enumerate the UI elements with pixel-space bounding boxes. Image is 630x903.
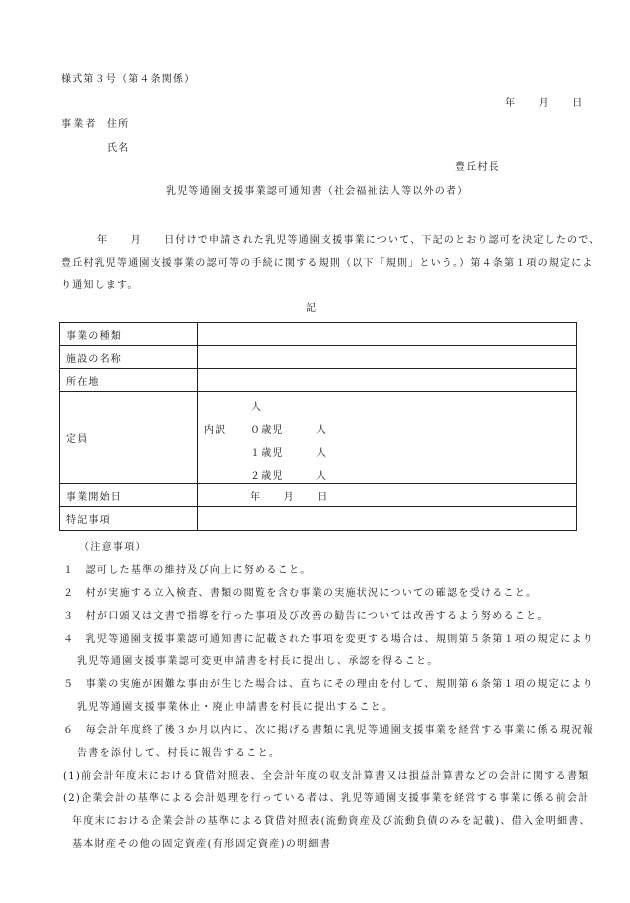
- note-item: 年度末における企業会計の基準による貸借対照表(流動資産及び流動負債のみを記載)、借入金明細書、: [72, 816, 591, 827]
- note-item: ２ 村が実施する立入検査、書類の閲覧を含む事業の実施状況についての確認を受けること。: [63, 588, 538, 599]
- notes-heading: （注意事項）: [79, 542, 147, 553]
- age0-label: ０歳児: [250, 425, 284, 436]
- start-date-label: 事業開始日: [60, 484, 198, 507]
- age0-unit: 人: [316, 425, 328, 436]
- facility-name-label: 施設の名称: [60, 346, 198, 369]
- breakdown-label: 内訳: [204, 425, 227, 436]
- age2-unit: 人: [316, 471, 328, 482]
- note-item: ３ 村が口頭又は文書で指導を行った事項及び改善の勧告については改善するよう努めること。: [63, 611, 549, 622]
- row-capacity: [60, 392, 577, 484]
- note-item: (1)前会計年度末における貸借対照表、全会計年度の収支計算書又は損益計算書などの会計に関する書類: [63, 771, 590, 782]
- special-notes-value: [198, 507, 577, 531]
- facility-name-value: [198, 346, 577, 369]
- ki-marker: 記: [306, 303, 318, 314]
- row-location: [60, 369, 577, 392]
- approval-table: [59, 322, 577, 531]
- note-item: ４ 乳児等通園支援事業認可通知書に記載された事項を変更する場合は、規則第５条第１項の規定により: [63, 634, 595, 645]
- age1-label: １歳児: [250, 448, 284, 459]
- capacity-total-unit: 人: [251, 402, 263, 413]
- age2-label: ２歳児: [250, 471, 284, 482]
- note-item: 基本財産その他の固定資産(有形固定資産)の明細書: [72, 839, 332, 850]
- note-item: 告書を添付して、村長に報告すること。: [77, 748, 281, 759]
- note-item: １ 認可した基準の維持及び向上に努めること。: [63, 565, 312, 576]
- name-label: 氏名: [107, 143, 130, 154]
- body-line-1: 年 月 日付けで申請された乳児等通園支援事業について、下記のとおり認可を決定したので、: [97, 235, 601, 246]
- business-type-label: 事業の種類: [60, 323, 198, 346]
- location-label: 所在地: [60, 369, 198, 392]
- business-label: 事業者: [61, 119, 98, 130]
- row-business-type: [60, 323, 577, 346]
- row-special-notes: [60, 507, 577, 531]
- business-type-value: [198, 323, 577, 346]
- form-number: 様式第３号（第４条関係）: [61, 74, 196, 85]
- row-facility-name: [60, 346, 577, 369]
- location-value: [198, 369, 577, 392]
- body-line-3: り通知します。: [61, 280, 139, 291]
- row-start-date: [60, 484, 577, 507]
- issuer: 豊丘村長: [455, 162, 500, 173]
- body-line-2: 豊丘村乳児等通園支援事業の認可等の手続に関する規則（以下「規則」という。）第４条第１項の規定によ: [61, 258, 594, 269]
- note-item: (2)企業会計の基準による会計処理を行っている者は、乳児等通園支援事業を経営する事業に係る前会計: [63, 793, 590, 804]
- capacity-value: [198, 392, 577, 484]
- capacity-label: 定員: [60, 392, 198, 484]
- address-label: 住所: [107, 119, 130, 130]
- note-item: ６ 毎会計年度終了後３か月以内に、次に掲げる書類に乳児等通園支援事業を経営する事業に係る現況報: [63, 725, 595, 736]
- age1-unit: 人: [316, 448, 328, 459]
- document-title: 乳児等通園支援事業認可通知書（社会福祉法人等以外の者）: [166, 186, 469, 197]
- special-notes-label: 特記事項: [60, 507, 198, 531]
- date-line: 年 月 日: [505, 98, 584, 109]
- note-item: 乳児等通園支援事業認可変更申請書を村長に提出し、承認を得ること。: [77, 656, 439, 667]
- start-date-value: 年 月 日: [198, 484, 577, 507]
- note-item: ５ 事業の実施が困難な事由が生じた場合は、直ちにその理由を付して、規則第６条第１項の規定により: [63, 679, 594, 690]
- note-item: 乳児等通園支援事業休止・廃止申請書を村長に提出すること。: [77, 702, 394, 713]
